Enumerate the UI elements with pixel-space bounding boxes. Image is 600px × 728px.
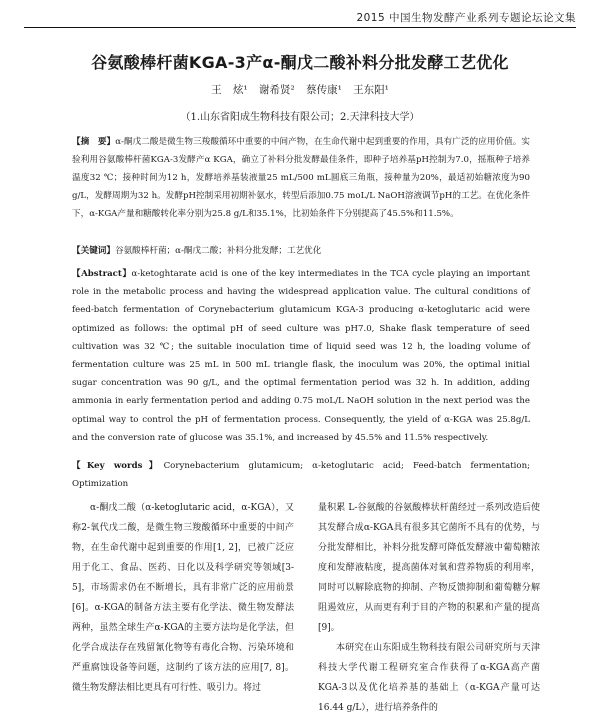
running-header: 2015 中国生物发酵产业系列专题论坛论文集: [356, 12, 576, 24]
keywords-cn-label: 【关键词】: [72, 246, 115, 256]
body-col-left: α-酮戊二酸（α-ketoglutaric acid，α-KGA），又称2-氧代戊二酸，是微生物三羧酸循环中重要的中间产物，在生命代谢中起到重要的作用[1, 2]，已被广泛应用于化工、食品、医药、日化以及科学研究等领域[3-5]，市场需求仍在不断增长，具有非常广泛的应用前景[6]。α-KGA的制备方法主要有化学法、微生物发酵法两种，虽然全球生产α-KGA的主要方法均是化学法，但化学合成法存在残留氰化物等有毒化合物、污染环境和严重腐蚀设备等问题，这制约了该方法的应用[7, 8]。微生物发酵法相比更具有可行性、吸引力。将过: [72, 503, 294, 693]
abstract-en-label: 【Abstract】: [72, 269, 132, 279]
authors: 王 炫¹ 谢希贤² 蔡传康¹ 王东阳¹: [211, 84, 389, 96]
paper-title: 谷氨酸棒杆菌KGA-3产α-酮戊二酸补料分批发酵工艺优化: [91, 53, 509, 72]
body-col-right-p2: 本研究在山东阳成生物科技有限公司研究所与天津科技大学代谢工程研究室合作获得了α-KGA高产菌KGA-3以及优化培养基的基础上（α-KGA产量可达16.44 g/L），进行培养条件的: [318, 643, 540, 713]
keywords-en-text: Corynebacterium glutamicum; α-ketoglutaric acid; Feed-batch fermentation; Optimization: [72, 461, 530, 489]
abstract-cn-text: α-酮戊二酸是微生物三羧酸循环中重要的中间产物，在生命代谢中起到重要的作用，具有广泛的应用价值。实验利用谷氨酸棒杆菌KGA-3发酵产α KGA，确立了补料分批发酵最佳条件，即种子培养基pH控制为7.0，摇瓶种子培养温度32 ℃；接种时间为12 h，发酵培养基装液量25 mL/500 mL圆底三角瓶，接种量为20%，最适初始糖浓度为90 g/L，发酵周期为32 h。发酵pH控制采用初期补氨水，转型后添加0.75 moL/L NaOH溶液调节pH的工艺。在优化条件下，α-KGA产量和糖酸转化率分别为25.8 g/L和35.1%，比初始条件下分别提高了45.5%和11.5%。: [72, 137, 530, 219]
body-col-right-p1: 量积累 L-谷氨酸的谷氨酸棒状杆菌经过一系列改造后使其发酵合成α-KGA具有很多其它菌所不具有的优势，与分批发酵相比，补料分批发酵可降低发酵液中葡萄糖浓度和发酵液粘度，提高菌体对氧和营养物质的利用率，同时可以解除底物的抑制、产物反馈抑制和葡萄糖分解阻遏效应，从而更有利于目的产物的积累和产量的提高[9]。: [318, 503, 540, 633]
keywords-cn: [72, 242, 530, 260]
body-col-right: [318, 498, 540, 718]
abstract-cn: [72, 133, 530, 223]
keywords-en-label: 【Key words】: [72, 461, 164, 471]
abstract-en: [72, 265, 530, 447]
abstract-en-text: α-ketoghtarate acid is one of the key intermediates in the TCA cycle playing an important role in the metabolic process and having the widespread application value. The cultural conditions of feed-batch fermentation of Corynebacterium glutamicum KGA-3 producing α-ketoglutaric acid were optimized as follows: the optimal pH of seed culture was pH7.0, Shake flask temperature of seed cultivation was 32 ℃; the suitable inoculation time of liquid seed was 12 h, the loading volume of fermentation culture was 25 mL in 500 mL triangle flask, the inoculum was 20%, the optimal initial sugar concentration was 90 g/L, and the optimal fermentation period was 32 h. In addition, adding ammonia in early fermentation period and adding 0.75 moL/L NaOH solution in the next period was the optimal way to control the pH of fermentation process. Consequently, the yield of α-KGA was 25.8g/L and the conversion rate of glucose was 35.1%, and increased by 45.5% and 11.5% respectively.: [72, 269, 530, 443]
keywords-cn-text: 谷氨酸棒杆菌；α-酮戊二酸；补料分批发酵；工艺优化: [114, 246, 322, 256]
affiliation: （1.山东省阳成生物科技有限公司；2.天津科技大学）: [180, 112, 420, 123]
body-columns: [72, 498, 540, 718]
keywords-en: [72, 457, 530, 493]
abstract-cn-label: 【摘 要】: [72, 137, 116, 147]
header-rule: [24, 27, 576, 28]
